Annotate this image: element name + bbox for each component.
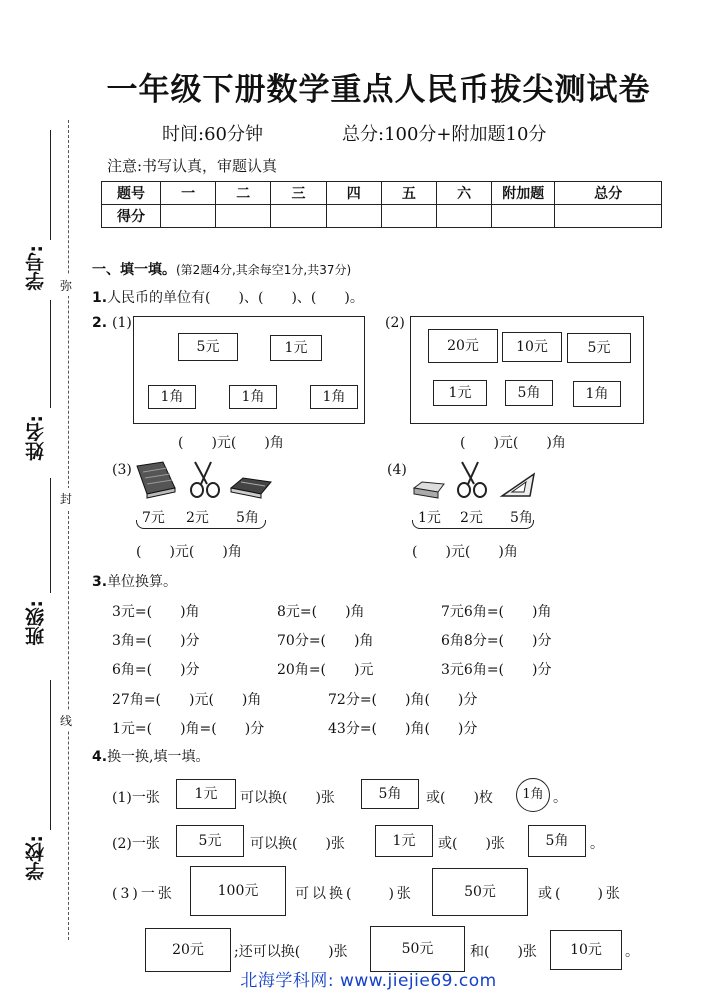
q4-line1-or-text[interactable]: 或( )枚	[426, 790, 493, 806]
question-4	[92, 746, 210, 766]
score-header-cell: 四	[326, 182, 381, 205]
score-header-cell: 三	[271, 182, 326, 205]
class-label: 班级:	[25, 600, 47, 646]
conversion-item[interactable]: 20角=( )元	[277, 662, 374, 678]
conversion-item[interactable]: 1元=( )角=( )分	[112, 721, 265, 737]
score-row-label: 得分	[102, 205, 161, 228]
conversion-item[interactable]: 3角=( )分	[112, 633, 200, 649]
scissors-icon	[458, 462, 486, 497]
bill-1-jiao: 1角	[148, 385, 196, 409]
scissors-icon	[191, 462, 219, 497]
q2-part3-label: (3)	[112, 462, 132, 478]
question-number: 1.	[92, 290, 108, 306]
q4-line3-prefix: (3)一张	[112, 886, 175, 902]
conversion-item[interactable]: 70分=( )角	[277, 633, 374, 649]
question-2-number: 2.	[92, 315, 108, 331]
bill-20-yuan: 20元	[428, 329, 498, 363]
bill-5-yuan: 5元	[567, 333, 631, 363]
conversion-item[interactable]: 8元=( )角	[277, 604, 365, 620]
bill-50-yuan: 50元	[370, 926, 465, 972]
bill-1-jiao: 1角	[229, 385, 277, 409]
bill-1-yuan: 1元	[270, 335, 322, 361]
seal-char-xian: 线	[60, 710, 72, 731]
question-3	[92, 571, 177, 591]
question-4-title: 换一换,填一填。	[107, 749, 210, 765]
student-id-label: 学号:	[25, 245, 47, 291]
score-header-cell: 五	[381, 182, 436, 205]
set-square-icon	[502, 474, 534, 496]
page-title: 一年级下册数学重点人民币拔尖测试卷	[106, 72, 651, 108]
bill-5-jiao: 5角	[361, 779, 419, 809]
section-title: 一、填一填。	[92, 262, 176, 278]
score-header-cell: 六	[437, 182, 492, 205]
q2-part3-answer[interactable]: ( )元( )角	[136, 544, 242, 560]
name-label: 姓名:	[25, 415, 47, 461]
price-label: 1元	[418, 510, 441, 526]
score-header-cell: 二	[216, 182, 271, 205]
score-header-cell: 总分	[555, 182, 662, 205]
q4-line1-prefix: (1)一张	[112, 790, 160, 806]
score-table	[101, 181, 662, 228]
q4-line3-exchange-text[interactable]: 可以换( )张	[295, 886, 414, 902]
question-number: 3.	[92, 574, 108, 590]
q4-line4-and-text[interactable]: 和( )张	[470, 944, 537, 960]
q4-line2-or-text[interactable]: 或( )张	[438, 836, 505, 852]
q2-part3-items-illustration	[133, 458, 283, 502]
question-number: 4.	[92, 749, 108, 765]
score-header-cell: 题号	[102, 182, 161, 205]
q4-line4-end: 。	[625, 944, 639, 960]
bill-5-jiao: 5角	[505, 380, 553, 406]
q4-line2-prefix: (2)一张	[112, 836, 160, 852]
coin-1-jiao: 1角	[516, 778, 550, 812]
seal-char-feng: 封	[60, 488, 72, 509]
bill-1-yuan: 1元	[176, 779, 236, 809]
seal-char-mi: 弥	[60, 275, 72, 296]
bill-1-yuan: 1元	[375, 825, 433, 857]
score-input-cell[interactable]	[381, 205, 436, 228]
conversion-item[interactable]: 6角8分=( )分	[441, 633, 552, 649]
q2-part2-label: (2)	[385, 315, 405, 331]
score-header-cell: 一	[161, 182, 216, 205]
footer-watermark: 北海学科网: www.jiejie69.com	[240, 971, 497, 991]
conversion-item[interactable]: 43分=( )角( )分	[328, 721, 478, 737]
q4-line4-exchange-text[interactable]: ;还可以换( )张	[234, 944, 348, 960]
question-3-title: 单位换算。	[107, 574, 178, 590]
eraser-icon	[231, 478, 271, 498]
question-1	[92, 287, 364, 307]
price-label: 2元	[460, 510, 483, 526]
bill-1-jiao: 1角	[573, 381, 621, 407]
price-label: 2元	[186, 510, 209, 526]
q2-part2-answer[interactable]: ( )元( )角	[460, 435, 566, 451]
price-label: 5角	[236, 510, 259, 526]
bill-50-yuan: 50元	[432, 868, 528, 916]
conversion-item[interactable]: 72分=( )角( )分	[328, 692, 478, 708]
q4-line3-or-text[interactable]: 或( )张	[538, 886, 623, 902]
bill-5-yuan: 5元	[178, 333, 238, 361]
conversion-item[interactable]: 3元6角=( )分	[441, 662, 552, 678]
bill-5-jiao: 5角	[528, 825, 586, 857]
school-label: 学校:	[25, 835, 47, 881]
score-input-cell[interactable]	[216, 205, 271, 228]
seal-dashed-line	[68, 120, 69, 940]
q2-part4-answer[interactable]: ( )元( )角	[412, 544, 518, 560]
bill-10-yuan: 10元	[502, 332, 562, 362]
eraser-icon	[414, 482, 444, 498]
q4-line2-end: 。	[590, 836, 604, 852]
q4-line2-exchange-text[interactable]: 可以换( )张	[250, 836, 345, 852]
score-header-cell: 附加题	[492, 182, 555, 205]
q2-part4-label: (4)	[387, 462, 407, 478]
conversion-item[interactable]: 27角=( )元( )角	[112, 692, 262, 708]
conversion-item[interactable]: 3元=( )角	[112, 604, 200, 620]
score-table-header-row	[102, 182, 662, 205]
score-input-cell[interactable]	[271, 205, 326, 228]
bill-100-yuan: 100元	[190, 866, 286, 916]
price-label: 7元	[142, 510, 165, 526]
school-line[interactable]	[50, 680, 51, 830]
score-table-score-row	[102, 205, 662, 228]
q2-part1-label: (1)	[112, 315, 132, 331]
score-info: 总分:100分+附加题10分	[342, 124, 547, 145]
book-icon	[137, 462, 175, 498]
name-line[interactable]	[50, 300, 51, 408]
student-id-line[interactable]	[50, 130, 51, 240]
score-input-cell[interactable]	[161, 205, 216, 228]
bill-1-jiao: 1角	[310, 385, 358, 409]
time-info: 时间:60分钟	[162, 124, 263, 145]
class-line[interactable]	[50, 478, 51, 593]
score-input-cell[interactable]	[492, 205, 555, 228]
q2-part4-items-illustration	[410, 458, 540, 502]
conversion-item[interactable]: 6角=( )分	[112, 662, 200, 678]
q4-line1-end: 。	[553, 790, 567, 806]
attention-note: 注意:书写认真，审题认真	[107, 157, 278, 175]
bill-10-yuan: 10元	[550, 930, 622, 970]
q4-line1-exchange-text[interactable]: 可以换( )张	[240, 790, 335, 806]
conversion-item[interactable]: 7元6角=( )角	[441, 604, 552, 620]
price-label: 5角	[510, 510, 533, 526]
section-points-note: (第2题4分,其余每空1分,共37分)	[176, 263, 352, 277]
score-input-cell[interactable]	[555, 205, 662, 228]
bill-5-yuan: 5元	[176, 825, 244, 857]
bill-1-yuan: 1元	[433, 380, 487, 406]
question-1-text: 人民币的单位有( )、( )、( )。	[107, 290, 364, 306]
section-heading	[92, 259, 351, 279]
bill-20-yuan: 20元	[145, 928, 231, 972]
score-input-cell[interactable]	[326, 205, 381, 228]
score-input-cell[interactable]	[437, 205, 492, 228]
q2-part1-answer[interactable]: ( )元( )角	[178, 435, 284, 451]
